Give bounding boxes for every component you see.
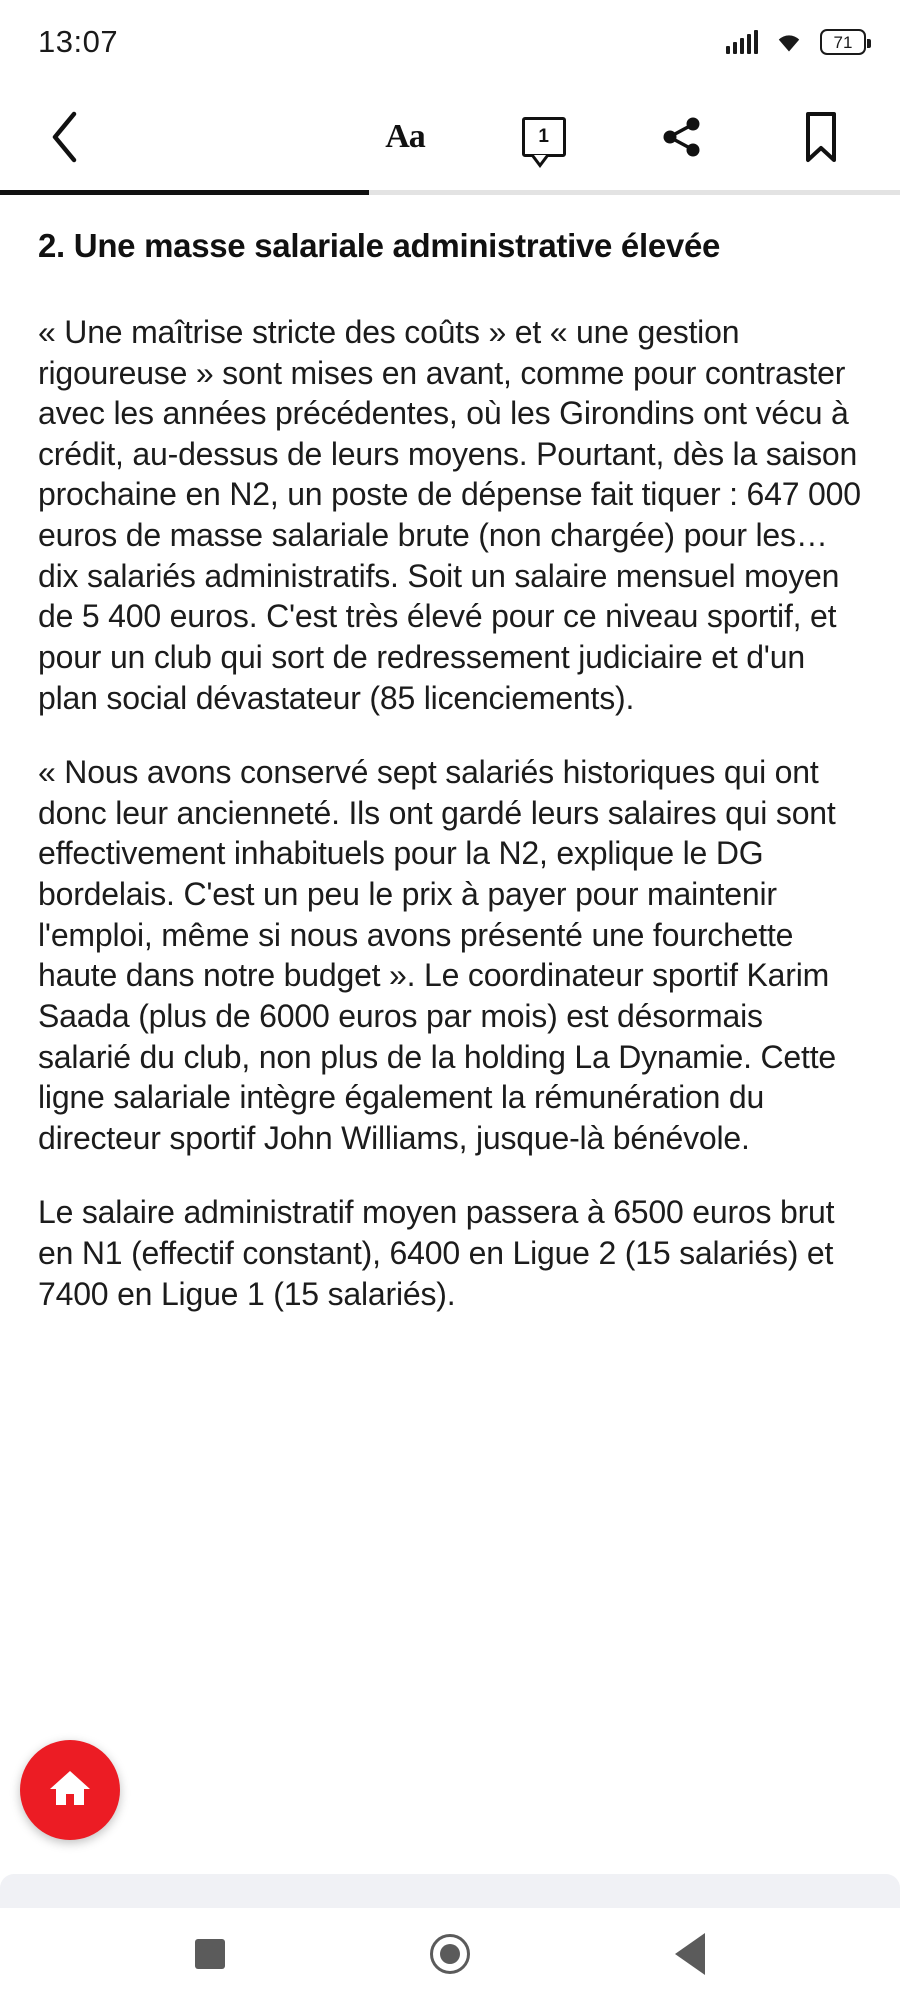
- recents-button[interactable]: [170, 1914, 250, 1994]
- bottom-sheet-edge: [0, 1874, 900, 1908]
- home-icon: [46, 1765, 94, 1816]
- font-size-button[interactable]: [370, 102, 440, 172]
- battery-level: 71: [833, 32, 853, 52]
- wifi-icon: [772, 27, 806, 58]
- home-button[interactable]: [410, 1914, 490, 1994]
- comment-count-badge: 1: [538, 126, 549, 147]
- bookmark-button[interactable]: [786, 102, 856, 172]
- article-heading: 2. Une masse salariale administrative élevée: [38, 227, 721, 264]
- status-time: 13:07: [38, 24, 119, 59]
- back-nav-button[interactable]: [650, 1914, 730, 1994]
- reader-toolbar: [0, 84, 900, 190]
- share-button[interactable]: [647, 102, 717, 172]
- triangle-back-icon: [675, 1933, 705, 1975]
- status-icon-group: [726, 27, 866, 58]
- comment-icon: [522, 117, 566, 157]
- article-paragraph: « Nous avons conservé sept salariés historiques qui ont donc leur ancienneté. Ils ont gardé leurs salaires qui sont effectivement inhabituels pour la N2, explique le DG bordelais. C'est un peu le prix à payer pour maintenir l'emploi, même si nous avons présenté une fourchette haute dans notre budget ». Le coordinateur sportif Karim Saada (plus de 6000 euros par mois) est désormais salarié du club, non plus de la holding La Dynamie. Cette ligne salariale intègre également la rémunération du directeur sportif John Williams, jusque-là bénévole.: [38, 754, 836, 1156]
- font-size-label: Aa: [385, 118, 425, 155]
- battery-icon: [820, 29, 866, 55]
- system-navigation-bar: [0, 1908, 900, 2000]
- article-paragraph: « Une maîtrise stricte des coûts » et « une gestion rigoureuse » sont mises en avant, comme pour contraster avec les années précédentes, où les Girondins ont vécu à crédit, au-dessus de leurs moyens. Pourtant, dès la saison prochaine en N2, un poste de dépense fait tiquer : 647 000 euros de masse salariale brute (non chargée) pour les… dix salariés administratifs. Soit un salaire mensuel moyen de 5 400 euros. C'est très élevé pour ce niveau sportif, et pour un club qui sort de redressement judiciaire et d'un plan social dévastateur (85 licenciements).: [38, 313, 861, 716]
- article-body: [0, 195, 900, 2000]
- square-icon: [195, 1939, 225, 1969]
- cellular-signal-icon: [726, 30, 758, 54]
- status-bar: [0, 0, 900, 84]
- article-paragraph: Le salaire administratif moyen passera à 6500 euros brut en N1 (effectif constant), 6400 en Ligue 2 (15 salariés) et 7400 en Ligue 1 (15 salariés).: [38, 1194, 835, 1312]
- home-fab-button[interactable]: [20, 1740, 120, 1840]
- back-button[interactable]: [30, 102, 100, 172]
- circle-icon: [430, 1934, 470, 1974]
- comments-button[interactable]: [509, 102, 579, 172]
